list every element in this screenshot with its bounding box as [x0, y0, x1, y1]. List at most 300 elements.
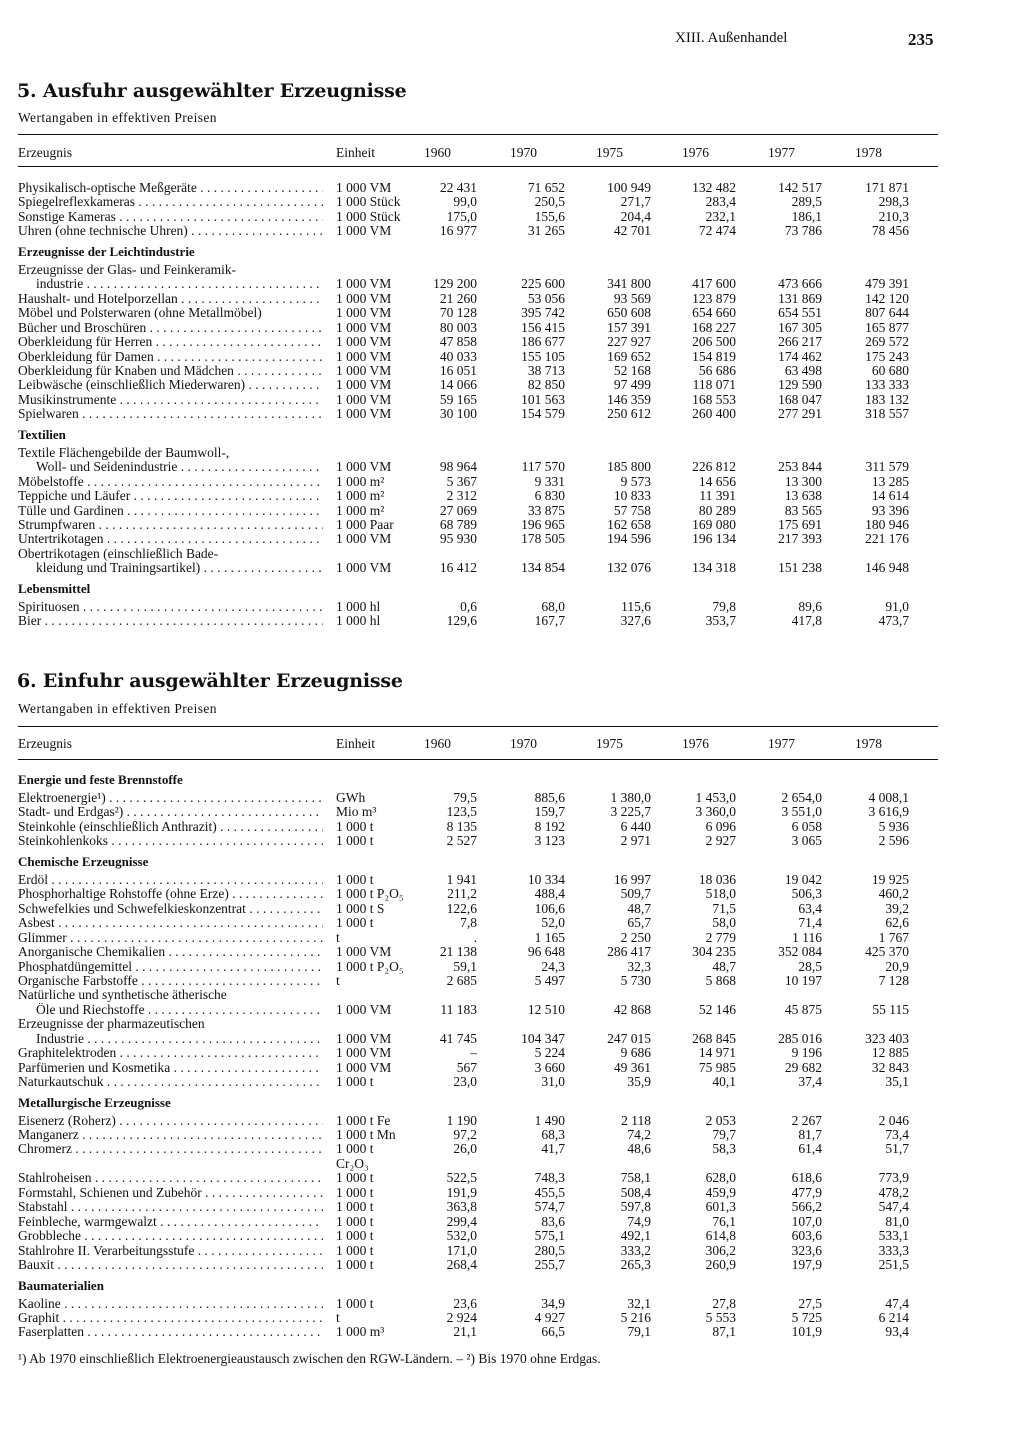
value-cell: 151 238: [778, 560, 822, 576]
value-cell: 32 843: [871, 1059, 909, 1075]
value-cell: 97,2: [453, 1127, 477, 1142]
value-cell: 31,0: [541, 1074, 565, 1090]
row-label: Stahlrohre II. Verarbeitungsstufe . . .: [18, 1244, 323, 1258]
value-cell: 304 235: [692, 944, 736, 960]
value-cell: 40 033: [439, 348, 477, 364]
row-label: Manganerz . . .: [18, 1128, 323, 1142]
value-cell: 80 003: [439, 319, 477, 335]
value-cell: 16 051: [439, 362, 477, 378]
value-cell: 478,2: [878, 1184, 909, 1200]
value-cell: 5 497: [534, 972, 565, 988]
section-heading: Lebensmittel: [18, 580, 91, 596]
row-label: Musikinstrumente . . .: [18, 393, 323, 407]
row-unit: 1 000 VM: [336, 531, 392, 547]
row-label: Untertrikotagen . . .: [18, 532, 323, 546]
value-cell: 40,1: [712, 1074, 736, 1090]
table-row: [0, 181, 1024, 195]
value-cell: 186 677: [521, 334, 565, 350]
value-cell: 117 570: [521, 459, 565, 475]
value-cell: 21 260: [439, 290, 477, 306]
row-label: Woll- und Seidenindustrie . . .: [36, 460, 323, 474]
value-cell: 1 116: [792, 929, 822, 945]
value-cell: 175 691: [778, 517, 822, 532]
value-cell: 47 858: [439, 334, 477, 350]
value-cell: 162 658: [607, 517, 651, 532]
value-cell: 74,2: [627, 1127, 651, 1142]
value-cell: 2 927: [705, 833, 736, 849]
value-cell: 51,7: [885, 1141, 909, 1157]
row-label: Grobbleche . . .: [18, 1229, 323, 1243]
value-cell: 603,6: [791, 1228, 822, 1244]
row-unit: 1 000 VM: [336, 944, 392, 960]
value-cell: 614,8: [705, 1228, 736, 1244]
value-cell: 79,8: [712, 598, 736, 614]
value-cell: 2 053: [705, 1112, 736, 1128]
value-cell: 134 854: [521, 560, 565, 576]
row-unit: 1 000 t: [336, 1257, 374, 1273]
row-unit: 1 000 Stück: [336, 194, 401, 210]
row-unit: 1 000 VM: [336, 319, 392, 335]
table6-header-unit: Einheit: [336, 736, 375, 751]
value-cell: 146 948: [865, 560, 909, 576]
row-label: Textile Flächengebilde der Baumwoll-,: [18, 445, 230, 460]
section-heading: Energie und feste Brennstoffe: [18, 772, 183, 787]
value-cell: 506,3: [791, 886, 822, 902]
value-cell: 134 318: [692, 560, 736, 576]
value-cell: 73 786: [784, 223, 822, 239]
value-cell: 2 118: [621, 1112, 651, 1128]
table-row: [0, 1186, 1024, 1200]
value-cell: 14 614: [871, 488, 909, 504]
table-row: [0, 873, 1024, 887]
value-cell: 18 036: [698, 871, 736, 887]
table5-title: 5. Ausfuhr ausgewählter Erzeugnisse: [17, 80, 407, 102]
value-cell: 9 196: [791, 1045, 822, 1061]
value-cell: 0,6: [460, 598, 477, 614]
value-cell: 26,0: [453, 1141, 477, 1157]
row-unit: 1 000 Paar: [336, 517, 394, 532]
value-cell: 38 713: [527, 362, 565, 378]
value-cell: 81,7: [798, 1127, 822, 1142]
value-cell: 12 885: [871, 1045, 909, 1061]
value-cell: 174 462: [778, 348, 822, 364]
row-label: Sonstige Kameras . . .: [18, 210, 323, 224]
table5-header-1970: 1970: [510, 145, 537, 160]
value-cell: 194 596: [607, 531, 651, 547]
value-cell: 283,4: [705, 194, 736, 210]
table5-header-product: Erzeugnis: [18, 145, 72, 160]
value-cell: 96 648: [527, 944, 565, 960]
value-cell: 268 845: [692, 1030, 736, 1046]
value-cell: 3 065: [791, 833, 822, 849]
value-cell: 167 305: [778, 319, 822, 335]
value-cell: 62,6: [885, 915, 909, 931]
value-cell: 748,3: [534, 1170, 565, 1186]
table-row: [0, 791, 1024, 805]
value-cell: 27,8: [712, 1295, 736, 1311]
value-cell: 217 393: [778, 531, 822, 547]
table5-header-1960: 1960: [424, 145, 451, 160]
row-label: Leibwäsche (einschließlich Miederwaren) . . .: [18, 378, 323, 392]
row-unit: t: [336, 929, 340, 945]
section-heading: Baumaterialien: [18, 1277, 104, 1293]
value-cell: 30 100: [439, 406, 477, 422]
value-cell: 168 047: [778, 391, 822, 407]
row-label: Kaoline . . .: [18, 1297, 323, 1311]
value-cell: 226 812: [692, 459, 736, 475]
value-cell: 260 400: [692, 406, 736, 422]
value-cell: 333,3: [878, 1242, 909, 1258]
value-cell: 395 742: [521, 305, 565, 321]
table6-subtitle: Wertangaben in effektiven Preisen: [18, 701, 217, 716]
row-label: Natürliche und synthetische ätherische: [18, 988, 227, 1003]
value-cell: 118 071: [692, 377, 736, 393]
value-cell: 260,9: [705, 1257, 736, 1273]
row-label: Spielwaren . . .: [18, 407, 323, 421]
row-label: Eisenerz (Roherz) . . .: [18, 1114, 323, 1128]
value-cell: 204,4: [620, 208, 651, 224]
value-cell: 311 579: [865, 459, 909, 475]
value-cell: 11 183: [440, 1001, 477, 1017]
value-cell: 97 499: [613, 377, 651, 393]
value-cell: 280,5: [534, 1242, 565, 1258]
value-cell: 142 517: [778, 180, 822, 195]
value-cell: 41,7: [541, 1141, 565, 1157]
value-cell: 115,6: [621, 598, 651, 614]
value-cell: 167,7: [534, 613, 565, 629]
row-label: Stabstahl . . .: [18, 1200, 323, 1214]
value-cell: 10 833: [613, 488, 651, 504]
value-cell: 106,6: [534, 900, 565, 916]
value-cell: 522,5: [446, 1170, 477, 1186]
value-cell: 265,3: [620, 1257, 651, 1273]
value-cell: 101 563: [521, 391, 565, 407]
value-cell: 773,9: [878, 1170, 909, 1186]
table-row: [0, 1200, 1024, 1214]
value-cell: 225 600: [521, 276, 565, 292]
value-cell: 68 789: [439, 517, 477, 532]
row-label: Feinbleche, warmgewalzt . . .: [18, 1215, 323, 1229]
table5-subtitle: Wertangaben in effektiven Preisen: [18, 110, 217, 125]
value-cell: 807 644: [865, 305, 909, 321]
table-row: [0, 393, 1024, 407]
value-cell: 9 686: [620, 1045, 651, 1061]
value-cell: 186,1: [791, 208, 822, 224]
value-cell: 575,1: [534, 1228, 565, 1244]
value-cell: 271,7: [620, 194, 651, 210]
value-cell: 2 924: [446, 1309, 477, 1325]
value-cell: 250,5: [534, 194, 565, 210]
value-cell: 142 120: [865, 290, 909, 306]
table-row: [0, 1215, 1024, 1229]
value-cell: 129 200: [433, 276, 477, 292]
value-cell: 3 616,9: [868, 804, 909, 820]
row-unit: t: [336, 972, 340, 988]
value-cell: 129 590: [778, 377, 822, 393]
row-unit: 1 000 t P₂O₅: [336, 958, 404, 974]
row-unit: 1 000 t: [336, 1295, 374, 1311]
value-cell: 6 830: [534, 488, 565, 504]
value-cell: 277 291: [778, 406, 822, 422]
table6-footnote: ¹) Ab 1970 einschließlich Elektroenergieaustausch zwischen den RGW-Ländern. – ²) Bis 1970 ohne Erdgas.: [18, 1351, 601, 1366]
row-label: Möbelstoffe . . .: [18, 475, 323, 489]
row-unit: 1 000 VM: [336, 459, 392, 475]
value-cell: 89,6: [798, 598, 822, 614]
value-cell: 183 132: [865, 391, 909, 407]
value-cell: 5 936: [878, 818, 909, 834]
value-cell: 323 403: [865, 1030, 909, 1046]
value-cell: 104 347: [521, 1030, 565, 1046]
value-cell: 191,9: [446, 1184, 477, 1200]
row-unit: 1 000 VM: [336, 180, 392, 195]
row-label: Tülle und Gardinen . . .: [18, 504, 323, 518]
table-row: [0, 820, 1024, 834]
value-cell: 52,0: [541, 915, 565, 931]
value-cell: 6 096: [705, 818, 736, 834]
row-label: Anorganische Chemikalien . . .: [18, 945, 323, 959]
row-unit: 1 000 t: [336, 1141, 374, 1157]
value-cell: 2 527: [446, 833, 477, 849]
row-unit: 1 000 t S: [336, 900, 385, 916]
table5-header-1978: 1978: [855, 145, 882, 160]
row-unit: 1 000 VM: [336, 362, 392, 378]
table-row: [0, 446, 1024, 460]
value-cell: 601,3: [705, 1199, 736, 1215]
value-cell: 654 551: [778, 305, 822, 321]
table-row: [0, 1229, 1024, 1243]
value-cell: 4 927: [534, 1309, 565, 1325]
value-cell: 473 666: [778, 276, 822, 292]
table-row: [0, 475, 1024, 489]
row-unit: 1 000 t Fe: [336, 1112, 391, 1128]
value-cell: 171 871: [865, 180, 909, 195]
row-unit: 1 000 t: [336, 1184, 374, 1200]
row-label: Teppiche und Läufer . . .: [18, 489, 323, 503]
value-cell: 269 572: [865, 334, 909, 350]
value-cell: 10 334: [527, 871, 565, 887]
row-label: Erzeugnisse der pharmazeutischen: [18, 1017, 205, 1032]
value-cell: 53 056: [527, 290, 565, 306]
value-cell: 22 431: [439, 180, 477, 195]
row-label: Chromerz . . .: [18, 1142, 323, 1156]
table-row: [0, 1157, 1024, 1171]
value-cell: 32,3: [627, 958, 651, 974]
table-row: [0, 547, 1024, 561]
value-cell: 35,9: [627, 1074, 651, 1090]
row-unit: 1 000 t Mn: [336, 1127, 396, 1142]
value-cell: 2 046: [878, 1112, 909, 1128]
table5-header-1977: 1977: [768, 145, 795, 160]
value-cell: 31 265: [527, 223, 565, 239]
value-cell: 71,4: [798, 915, 822, 931]
value-cell: 306,2: [705, 1242, 736, 1258]
value-cell: 5 367: [446, 473, 477, 489]
table-row: [0, 974, 1024, 988]
value-cell: 133 333: [865, 377, 909, 393]
value-cell: 129,6: [446, 613, 477, 629]
value-cell: 1 490: [534, 1112, 565, 1128]
table-row: [0, 960, 1024, 974]
value-cell: 298,3: [878, 194, 909, 210]
row-unit: 1 000 t: [336, 833, 374, 849]
table6-title: 6. Einfuhr ausgewählter Erzeugnisse: [17, 670, 403, 692]
row-unit: 1 000 VM: [336, 406, 392, 422]
row-unit: 1 000 VM: [336, 1059, 392, 1075]
value-cell: 58,3: [712, 1141, 736, 1157]
value-cell: 3 225,7: [610, 804, 651, 820]
value-cell: 597,8: [620, 1199, 651, 1215]
table-row: [0, 532, 1024, 546]
value-cell: –: [470, 1045, 477, 1061]
row-unit: Mio m³: [336, 804, 377, 820]
row-label: Stahlroheisen . . .: [18, 1171, 323, 1185]
value-cell: 154 579: [521, 406, 565, 422]
table-row: [0, 335, 1024, 349]
row-label: industrie . . .: [36, 277, 323, 291]
value-cell: 5 216: [620, 1309, 651, 1325]
value-cell: 24,3: [541, 958, 565, 974]
value-cell: 52 146: [698, 1001, 736, 1017]
value-cell: 59,1: [453, 958, 477, 974]
row-unit: 1 000 t: [336, 1242, 374, 1258]
value-cell: 3 123: [534, 833, 565, 849]
value-cell: 9 331: [534, 473, 565, 489]
value-cell: 455,5: [534, 1184, 565, 1200]
row-label: Schwefelkies und Schwefelkieskonzentrat . . .: [18, 902, 323, 916]
value-cell: 79,1: [627, 1324, 651, 1340]
table-row: [0, 1325, 1024, 1339]
value-cell: 196 965: [521, 517, 565, 532]
row-unit: 1 000 VM: [336, 223, 392, 239]
value-cell: 178 505: [521, 531, 565, 547]
value-cell: 68,0: [541, 598, 565, 614]
row-label: Stadt- und Erdgas²) . . .: [18, 805, 323, 819]
value-cell: 2 312: [446, 488, 477, 504]
value-cell: 61,4: [798, 1141, 822, 1157]
value-cell: 196 134: [692, 531, 736, 547]
value-cell: 13 300: [784, 473, 822, 489]
row-unit: 1 000 hl: [336, 598, 381, 614]
value-cell: 19 925: [871, 871, 909, 887]
value-cell: 157 391: [607, 319, 651, 335]
value-cell: 286 417: [607, 944, 651, 960]
value-cell: 1 941: [446, 871, 477, 887]
value-cell: 211,2: [447, 886, 477, 902]
value-cell: 48,7: [627, 900, 651, 916]
row-unit: 1 000 VM: [336, 1045, 392, 1061]
value-cell: 23,6: [453, 1295, 477, 1311]
value-cell: 2 596: [878, 833, 909, 849]
value-cell: 56 686: [698, 362, 736, 378]
value-cell: 60 680: [871, 362, 909, 378]
value-cell: 363,8: [446, 1199, 477, 1215]
value-cell: 156 415: [521, 319, 565, 335]
value-cell: 3 551,0: [781, 804, 822, 820]
value-cell: 885,6: [534, 790, 565, 805]
table-row: [0, 1142, 1024, 1156]
value-cell: 76,1: [712, 1213, 736, 1229]
section-heading: Erzeugnisse der Leichtindustrie: [18, 243, 195, 259]
table-row: [0, 306, 1024, 320]
value-cell: 66,5: [541, 1324, 565, 1340]
value-cell: 168 553: [692, 391, 736, 407]
value-cell: 4 008,1: [868, 790, 909, 805]
row-unit: 1 000 VM: [336, 560, 392, 576]
section-heading: Textilien: [18, 426, 66, 442]
value-cell: 2 654,0: [781, 790, 822, 805]
row-unit: 1 000 VM: [336, 1001, 392, 1017]
table5-top-rule: [18, 134, 938, 135]
value-cell: 146 359: [607, 391, 651, 407]
value-cell: 71,5: [712, 900, 736, 916]
table-row: [0, 504, 1024, 518]
value-cell: 29 682: [784, 1059, 822, 1075]
table-row: [0, 1258, 1024, 1272]
row-unit: 1 000 VM: [336, 305, 392, 321]
value-cell: 289,5: [791, 194, 822, 210]
value-cell: 417 600: [692, 276, 736, 292]
table-row: [0, 224, 1024, 238]
table-row: [0, 1114, 1024, 1128]
value-cell: 33 875: [527, 502, 565, 518]
value-cell: 5 868: [705, 972, 736, 988]
table-row: [0, 931, 1024, 945]
value-cell: 460,2: [878, 886, 909, 902]
table-row: [0, 518, 1024, 532]
value-cell: 532,0: [446, 1228, 477, 1244]
table-row: [0, 378, 1024, 392]
value-cell: 3 660: [534, 1059, 565, 1075]
table-row: [0, 945, 1024, 959]
value-cell: 123,5: [446, 804, 477, 820]
value-cell: 132 076: [607, 560, 651, 576]
value-cell: 19 042: [784, 871, 822, 887]
value-cell: 9 573: [620, 473, 651, 489]
value-cell: 123 879: [692, 290, 736, 306]
value-cell: 221 176: [865, 531, 909, 547]
value-cell: 7 128: [878, 972, 909, 988]
value-cell: 618,6: [791, 1170, 822, 1186]
value-cell: 185 800: [607, 459, 651, 475]
table6-header-1976: 1976: [682, 736, 709, 751]
value-cell: 52 168: [613, 362, 651, 378]
value-cell: 155 105: [521, 348, 565, 364]
row-label: Parfümerien und Kosmetika . . .: [18, 1061, 323, 1075]
value-cell: 180 946: [865, 517, 909, 532]
value-cell: 165 877: [865, 319, 909, 335]
value-cell: 154 819: [692, 348, 736, 364]
value-cell: 132 482: [692, 180, 736, 195]
row-unit: GWh: [336, 790, 366, 805]
row-label: Uhren (ohne technische Uhren) . . .: [18, 224, 323, 238]
row-label: Oberkleidung für Damen . . .: [18, 350, 323, 364]
value-cell: 82 850: [527, 377, 565, 393]
row-unit: 1 000 VM: [336, 1030, 392, 1046]
value-cell: 2 971: [620, 833, 651, 849]
value-cell: 87,1: [712, 1324, 736, 1340]
table-row: [0, 1003, 1024, 1017]
row-unit: 1 000 m³: [336, 1324, 385, 1340]
value-cell: 35,1: [885, 1074, 909, 1090]
value-cell: 352 084: [778, 944, 822, 960]
table6-header-1960: 1960: [424, 736, 451, 751]
value-cell: 59 165: [439, 391, 477, 407]
value-cell: 6 058: [791, 818, 822, 834]
value-cell: 28,5: [798, 958, 822, 974]
row-label: Steinkohlenkoks . . .: [18, 834, 323, 848]
table-row: [0, 600, 1024, 614]
value-cell: 13 285: [871, 473, 909, 489]
